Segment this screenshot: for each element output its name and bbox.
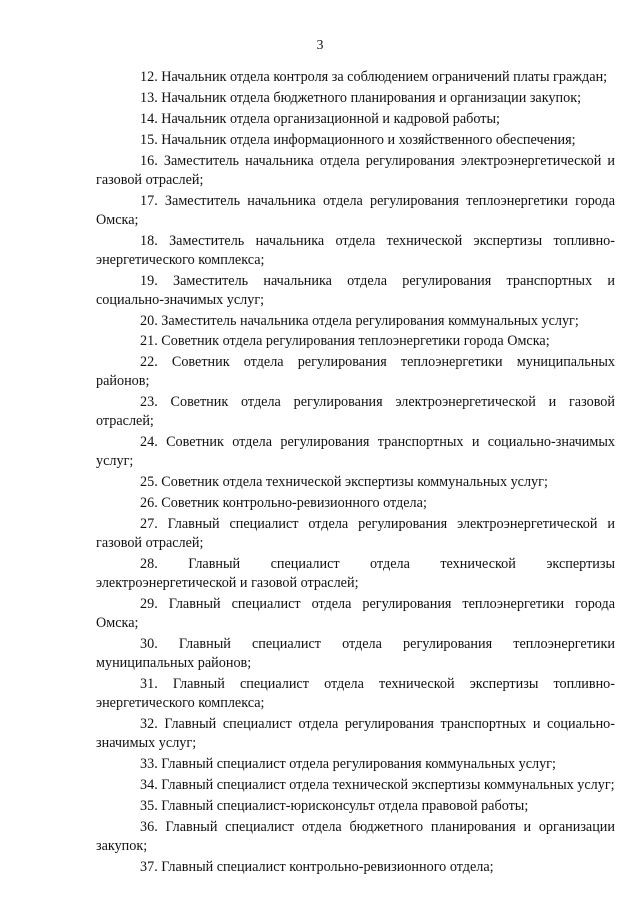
list-item: 26. Советник контрольно-ревизионного отдела; bbox=[140, 495, 427, 512]
list-item: 17. Заместитель начальника отдела регулирования теплоэнергетики города Омска; bbox=[96, 192, 615, 228]
list-item: 19. Заместитель начальника отдела регулирования транспортных и социально-значимых услуг; bbox=[96, 272, 615, 308]
list-item: 20. Заместитель начальника отдела регулирования коммунальных услуг; bbox=[140, 312, 579, 329]
list-item: 27. Главный специалист отдела регулирования электроэнергетической и газовой отраслей; bbox=[96, 516, 615, 552]
position-list bbox=[96, 68, 615, 878]
list-item: 33. Главный специалист отдела регулирования коммунальных услуг; bbox=[140, 755, 556, 772]
list-item: 23. Советник отдела регулирования электроэнергетической и газовой отраслей; bbox=[96, 394, 615, 430]
list-item: 12. Начальник отдела контроля за соблюдением ограничений платы граждан; bbox=[140, 69, 608, 85]
list-item: 25. Советник отдела технической экспертизы коммунальных услуг; bbox=[140, 474, 548, 491]
list-item: 24. Советник отдела регулирования транспортных и социально-значимых услуг; bbox=[96, 434, 615, 470]
list-item: 31. Главный специалист отдела технической экспертизы топливно-энергетического комплекса; bbox=[96, 675, 615, 712]
list-item: 36. Главный специалист отдела бюджетного планирования и организации закупок; bbox=[96, 818, 615, 854]
list-item: 14. Начальник отдела организационной и кадровой работы; bbox=[140, 110, 500, 127]
page-number: 3 bbox=[316, 38, 324, 53]
list-item: 35. Главный специалист-юрисконсульт отдела правовой работы; bbox=[140, 797, 529, 814]
list-item: 22. Советник отдела регулирования теплоэнергетики муниципальных районов; bbox=[96, 354, 615, 390]
list-item: 18. Заместитель начальника отдела технической экспертизы топливно-энергетического комплекса; bbox=[96, 232, 615, 268]
list-item: 16. Заместитель начальника отдела регулирования электроэнергетической и газовой отраслей; bbox=[96, 152, 615, 188]
list-item: 32. Главный специалист отдела регулирования транспортных и социально-значимых услуг; bbox=[96, 715, 615, 752]
list-item: 37. Главный специалист контрольно-ревизионного отдела; bbox=[140, 858, 494, 875]
list-item: 29. Главный специалист отдела регулирования теплоэнергетики города Омска; bbox=[96, 595, 615, 632]
list-item: 34. Главный специалист отдела технической экспертизы коммунальных услуг; bbox=[140, 776, 615, 793]
list-item: 30. Главный специалист отдела регулирования теплоэнергетики муниципальных районов; bbox=[96, 635, 615, 672]
list-item: 28. Главный специалист отдела технической экспертизы электроэнергетической и газовой отраслей; bbox=[96, 556, 615, 592]
list-item: 21. Советник отдела регулирования теплоэнергетики города Омска; bbox=[140, 333, 550, 350]
list-item: 13. Начальник отдела бюджетного планирования и организации закупок; bbox=[140, 89, 582, 106]
list-item: 15. Начальник отдела информационного и хозяйственного обеспечения; bbox=[140, 131, 576, 148]
